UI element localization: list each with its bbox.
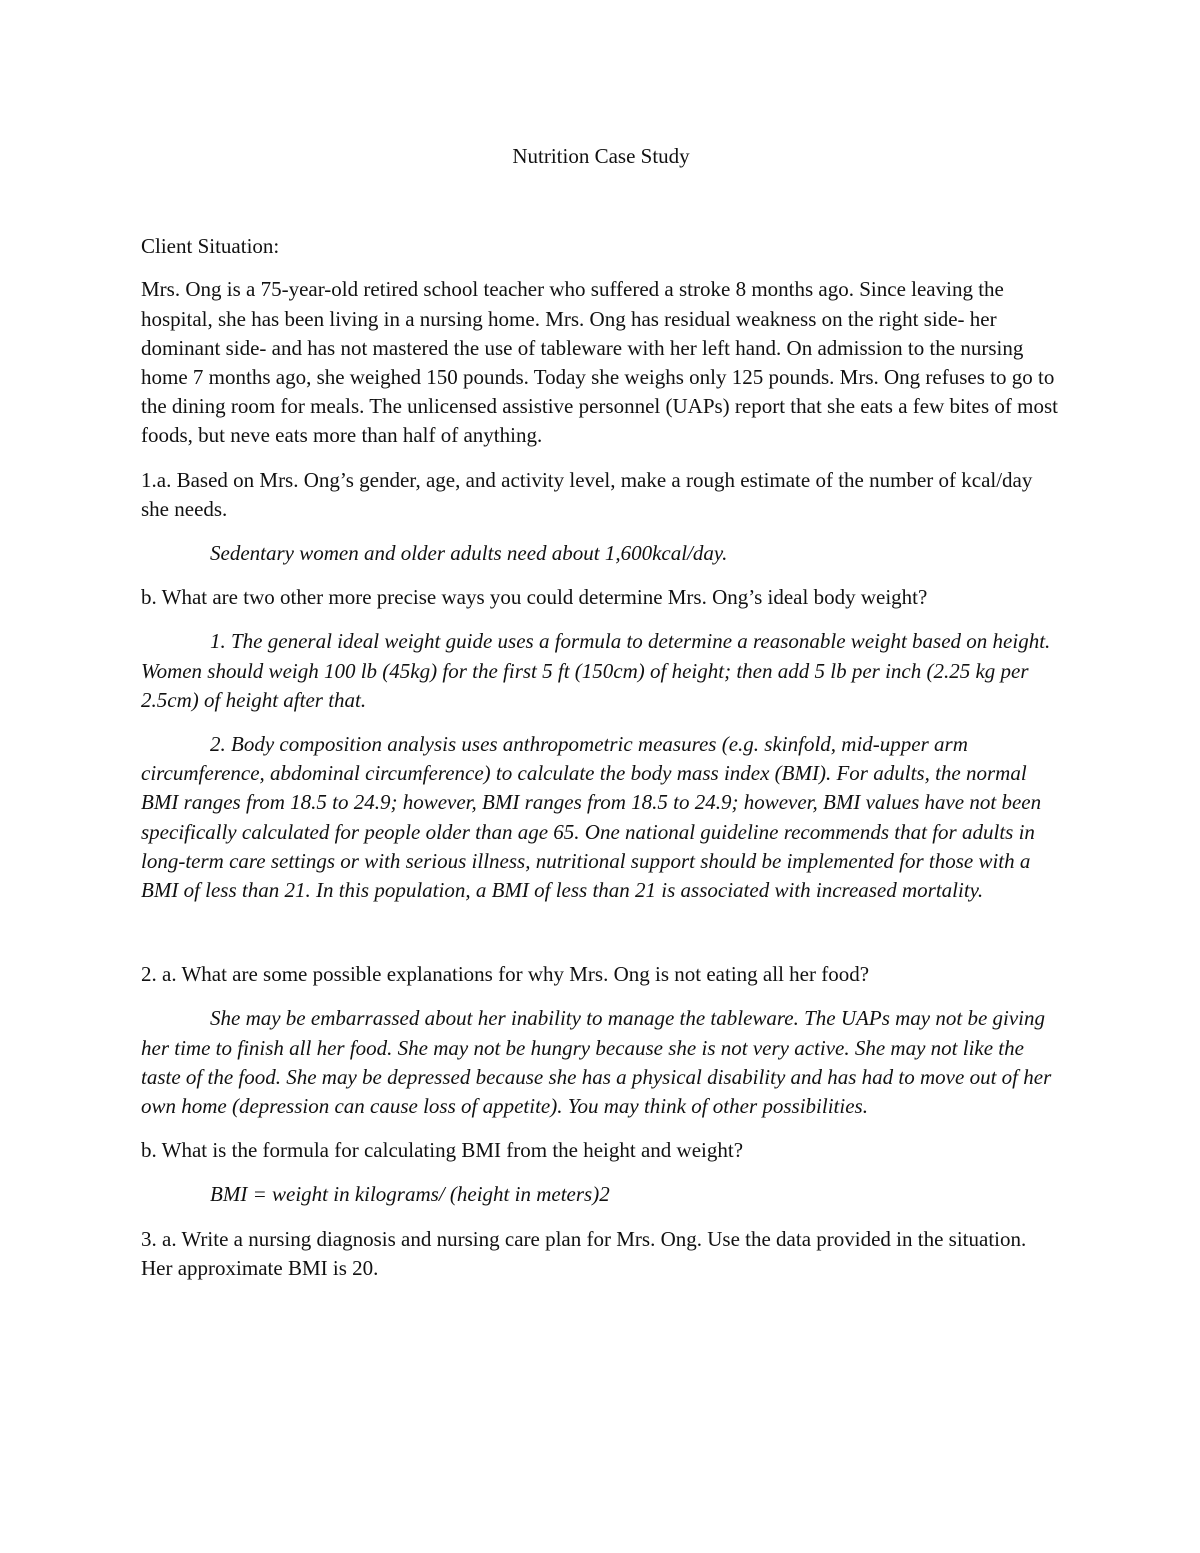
question-1a: 1.a. Based on Mrs. Ong’s gender, age, and activity level, make a rough estimate of the number of kcal/day she needs. (141, 467, 1033, 521)
client-situation-paragraph: Mrs. Ong is a 75-year-old retired school teacher who suffered a stroke 8 months ago. Since leaving the hospital, she has been living in a nursing home. Mrs. Ong has residual weakness on the right side- her dominant side- and has not mastered the use of tableware with her left hand. On admission to the nursing home 7 months ago, she weighed 150 pounds. Today she weighs only 125 pounds. Mrs. Ong refuses to go to the dining room for meals. The unlicensed assistive personnel (UAPs) report that she eats a few bites of most foods, but neve eats more than half of anything. (141, 277, 1058, 448)
document-content (141, 142, 1061, 1298)
answer-1b-item-1: 1. The general ideal weight guide uses a formula to determine a reasonable weight based on height. Women should weigh 100 lb (45kg) for the first 5 ft (150cm) of height; then add 5 lb per inch (2.25 kg per 2.5cm) of height after that. (141, 629, 1051, 712)
document-title: Nutrition Case Study (512, 144, 690, 168)
question-2a: 2. a. What are some possible explanations for why Mrs. Ong is not eating all her food? (141, 962, 870, 987)
answer-2a: She may be embarrassed about her inability to manage the tableware. The UAPs may not be giving her time to finish all her food. She may not be hungry because she is not very active. She may not like the taste of the food. She may be depressed because she has a physical disability and has had to move out of her own home (depression can cause loss of appetite). You may think of other possibilities. (141, 1006, 1052, 1119)
section-heading-client-situation: Client Situation: (141, 234, 280, 259)
section-spacer (141, 920, 1061, 960)
question-2b: b. What is the formula for calculating BMI from the height and weight? (141, 1138, 744, 1163)
answer-1a: Sedentary women and older adults need about 1,600kcal/day. (210, 541, 728, 566)
answer-2b: BMI = weight in kilograms/ (height in meters)2 (210, 1182, 610, 1207)
question-3a: 3. a. Write a nursing diagnosis and nursing care plan for Mrs. Ong. Use the data provided in the situation. Her approximate BMI is 20. (141, 1226, 1027, 1280)
answer-1b-item-2: 2. Body composition analysis uses anthropometric measures (e.g. skinfold, mid-upper arm circumference, abdominal circumference) to calculate the body mass index (BMI). For adults, the normal BMI ranges from 18.5 to 24.9; however, BMI ranges from 18.5 to 24.9; however, BMI values have not been specifically calculated for people older than age 65. One national guideline recommends that for adults in long-term care settings or with serious illness, nutritional support should be implemented for those with a BMI of less than 21. In this population, a BMI of less than 21 is associated with increased mortality. (141, 732, 1042, 903)
question-1b: b. What are two other more precise ways you could determine Mrs. Ong’s ideal body weight? (141, 585, 928, 610)
